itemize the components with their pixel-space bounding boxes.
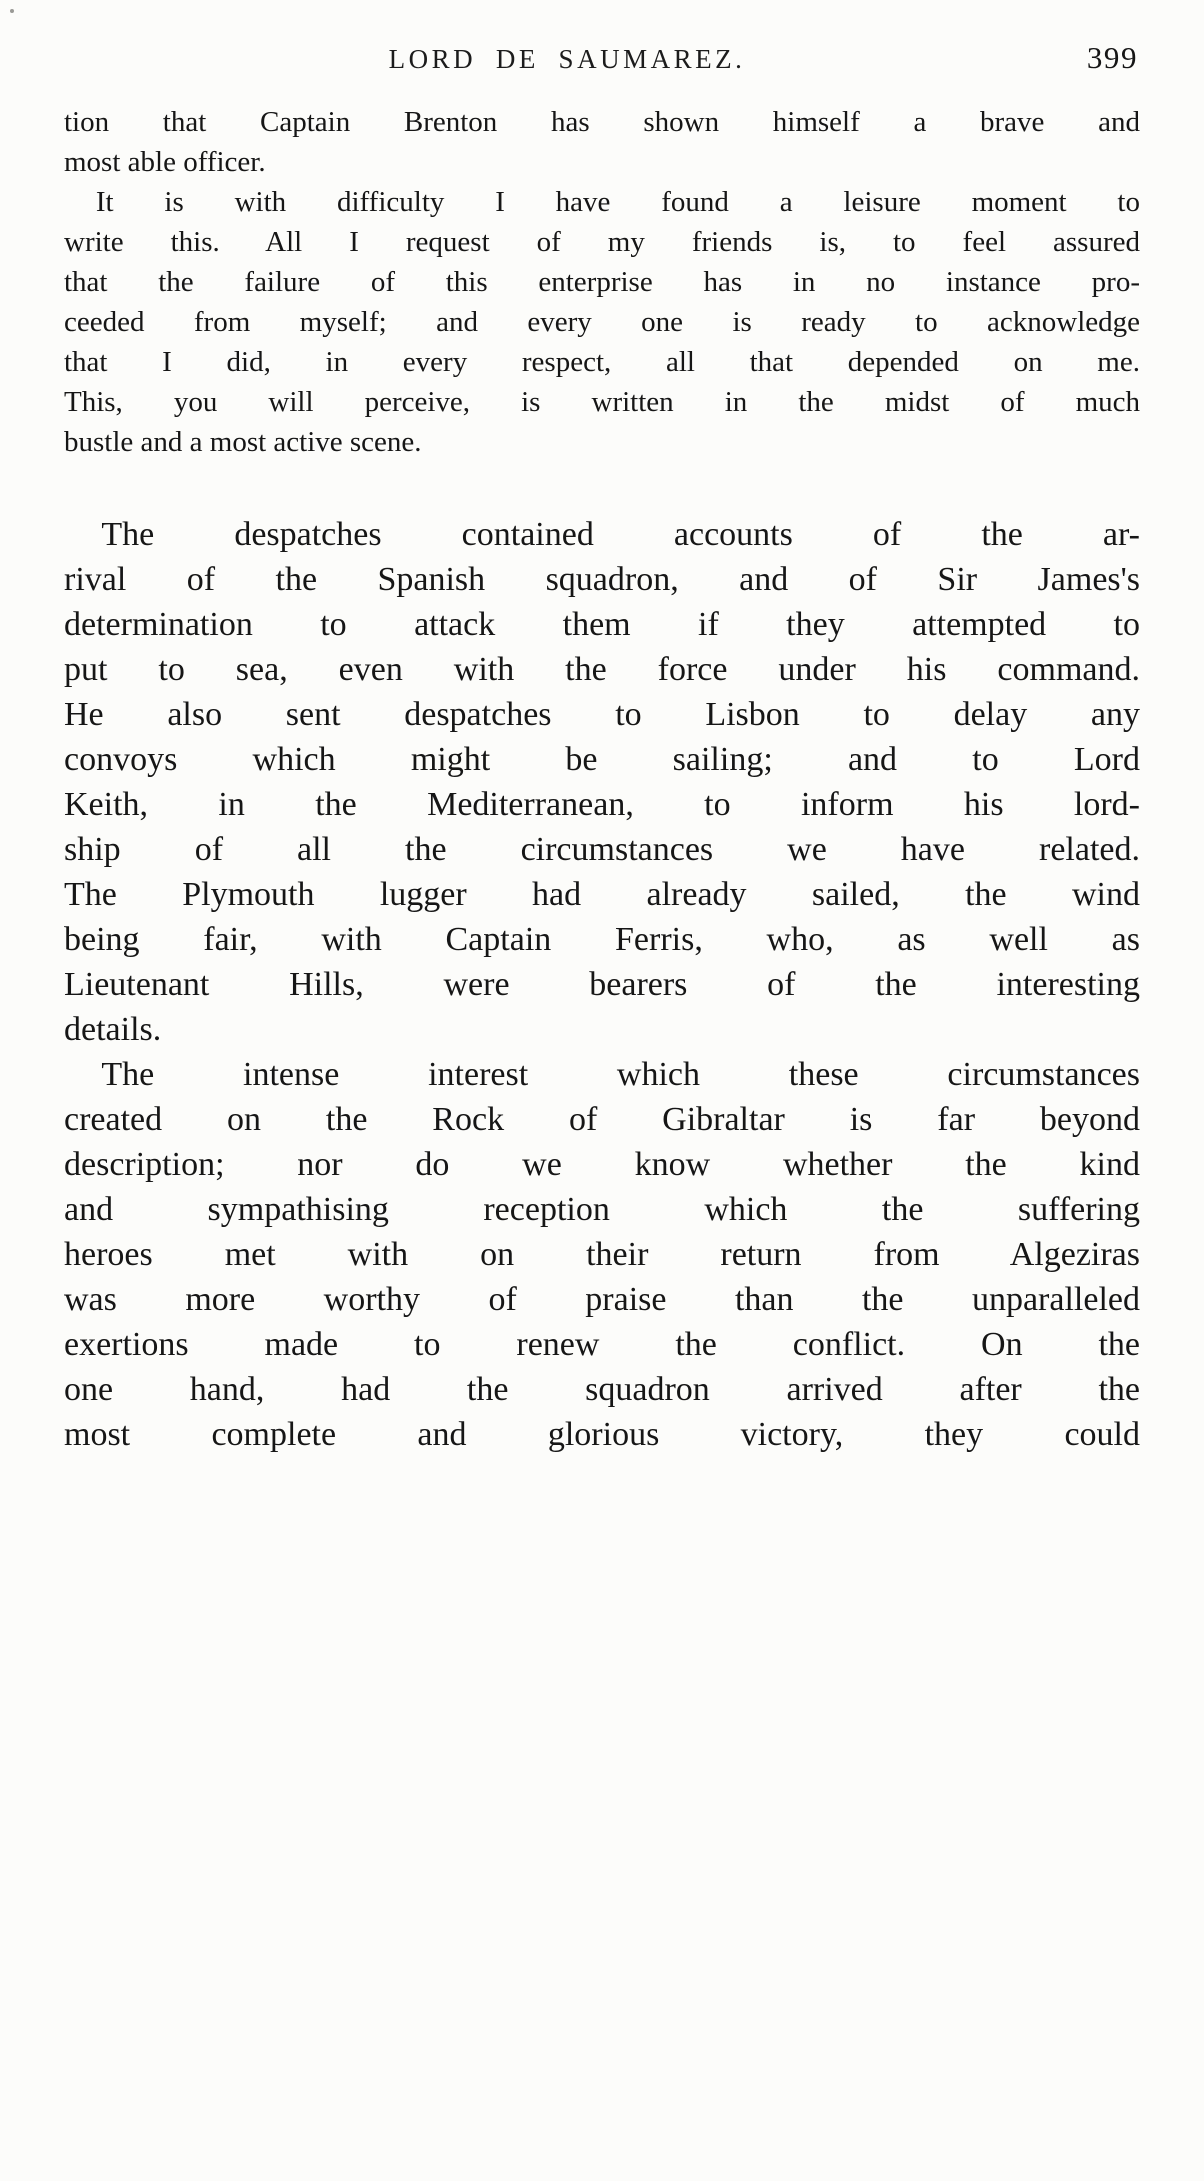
text-line: tion that Captain Brenton has shown himself a brave and (64, 106, 1140, 138)
text-line: ship of all the circumstances we have related. (64, 831, 1140, 868)
text-line: exertions made to renew the conflict. On the (64, 1326, 1140, 1363)
letter-paragraph-2 (64, 182, 1140, 462)
page-header (64, 0, 1140, 78)
text-line: The despatches contained accounts of the ar- (101, 516, 1140, 553)
letter-excerpt (64, 102, 1140, 462)
text-line: was more worthy of praise than the unparalleled (64, 1281, 1140, 1318)
letter-paragraph-1 (64, 102, 1140, 182)
scan-speck (10, 9, 14, 13)
text-line: The Plymouth lugger had already sailed, the wind (64, 876, 1140, 913)
text-line: most complete and glorious victory, they could (64, 1416, 1140, 1453)
main-text (64, 512, 1140, 1457)
text-line: The intense interest which these circumstances (101, 1056, 1140, 1093)
text-line: It is with difficulty I have found a leisure moment to (95, 186, 1140, 218)
page-number: 399 (1086, 40, 1138, 75)
text-line: created on the Rock of Gibraltar is far beyond (64, 1101, 1140, 1138)
body-paragraph-2 (64, 1052, 1140, 1457)
text-line: heroes met with on their return from Algeziras (64, 1236, 1140, 1273)
text-line: He also sent despatches to Lisbon to delay any (64, 696, 1140, 733)
body-paragraph-1 (64, 512, 1140, 1052)
text-line: Keith, in the Mediterranean, to inform his lord- (64, 786, 1140, 823)
text-line: one hand, had the squadron arrived after the (64, 1371, 1140, 1408)
text-line: description; nor do we know whether the kind (64, 1146, 1140, 1183)
text-line: bustle and a most active scene. (64, 426, 422, 458)
text-line: most able officer. (64, 146, 266, 178)
text-line: rival of the Spanish squadron, and of Sir James's (64, 561, 1140, 598)
text-line: that I did, in every respect, all that depended on me. (64, 346, 1140, 378)
text-line: write this. All I request of my friends is, to feel assured (64, 226, 1140, 258)
text-line: Lieutenant Hills, were bearers of the interesting (64, 966, 1140, 1003)
text-line: ceeded from myself; and every one is ready to acknowledge (64, 306, 1140, 338)
text-line: and sympathising reception which the suffering (64, 1191, 1140, 1228)
text-line: convoys which might be sailing; and to Lord (64, 741, 1140, 778)
text-line: that the failure of this enterprise has in no instance pro- (64, 266, 1140, 298)
text-line: put to sea, even with the force under his command. (64, 651, 1140, 688)
text-line: determination to attack them if they attempted to (64, 606, 1140, 643)
text-line: details. (64, 1011, 162, 1048)
text-line: being fair, with Captain Ferris, who, as well as (64, 921, 1140, 958)
running-title: LORD DE SAUMAREZ. (388, 44, 746, 74)
text-line: This, you will perceive, is written in the midst of much (64, 386, 1140, 418)
